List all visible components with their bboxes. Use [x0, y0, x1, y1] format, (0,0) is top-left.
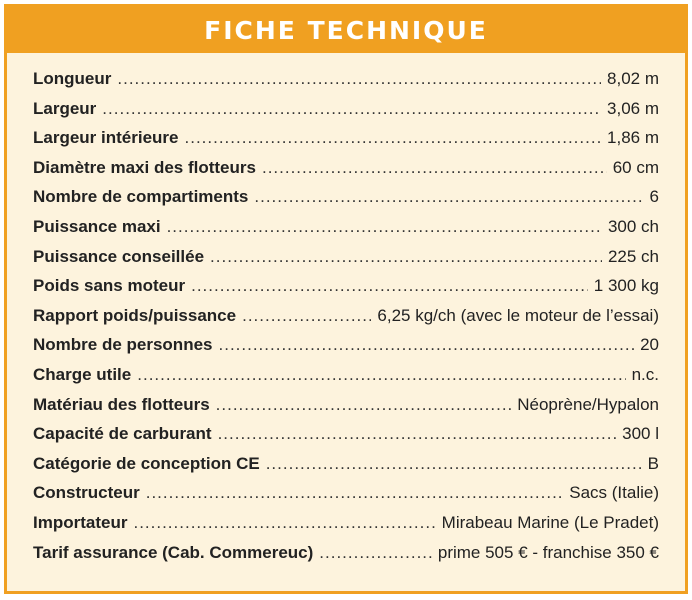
spec-row [33, 543, 659, 573]
dot-leader [218, 424, 617, 444]
spec-row [33, 395, 659, 425]
spec-row [33, 128, 659, 158]
spec-value: 1,86 m [607, 128, 659, 148]
dot-leader [210, 247, 602, 267]
spec-row [33, 513, 659, 543]
dot-leader [191, 276, 588, 296]
spec-sheet-card [4, 4, 688, 594]
dot-leader [254, 187, 643, 207]
spec-list [33, 69, 659, 572]
spec-row [33, 454, 659, 484]
dot-leader [219, 335, 635, 355]
dot-leader [146, 483, 564, 503]
spec-row [33, 276, 659, 306]
spec-value: 8,02 m [607, 69, 659, 88]
spec-label: Puissance conseillée [33, 246, 205, 266]
spec-value: Mirabeau Marine (Le Pradet) [441, 512, 659, 532]
spec-label: Constructeur [33, 483, 140, 503]
spec-value: 3,06 m [607, 98, 659, 118]
dot-leader [319, 543, 432, 563]
spec-label: Nombre de personnes [33, 335, 213, 355]
spec-value: 6 [649, 187, 659, 207]
spec-value: 20 [640, 335, 659, 355]
spec-value: 300 l [622, 424, 659, 444]
dot-leader [102, 99, 601, 119]
spec-label: Importateur [33, 512, 128, 532]
spec-value: 300 ch [607, 216, 659, 236]
spec-value: Sacs (Italie) [569, 483, 659, 503]
spec-label: Nombre de compartiments [33, 187, 249, 207]
spec-value: prime 505 € - franchise 350 € [437, 542, 659, 562]
spec-value: B [647, 453, 659, 473]
spec-row [33, 158, 659, 188]
spec-row [33, 99, 659, 129]
spec-value: n.c. [631, 364, 659, 384]
dot-leader [266, 454, 642, 474]
spec-label: Rapport poids/puissance [33, 305, 237, 325]
spec-row [33, 424, 659, 454]
spec-row [33, 483, 659, 513]
spec-value: 1 300 kg [593, 276, 659, 296]
spec-row [33, 69, 659, 99]
spec-label: Longueur [33, 69, 112, 88]
spec-row [33, 365, 659, 395]
spec-label: Catégorie de conception CE [33, 453, 260, 473]
spec-sheet-title: FICHE TECHNIQUE [204, 15, 488, 45]
spec-row [33, 335, 659, 365]
dot-leader [137, 365, 625, 385]
spec-value: 6,25 kg/ch (avec le moteur de l’essai) [377, 305, 659, 325]
spec-label: Tarif assurance (Cab. Commereuc) [33, 542, 314, 562]
spec-value: 225 ch [607, 246, 659, 266]
spec-label: Largeur [33, 98, 97, 118]
spec-label: Largeur intérieure [33, 128, 179, 148]
spec-label: Puissance maxi [33, 216, 161, 236]
spec-row [33, 187, 659, 217]
spec-label: Matériau des flotteurs [33, 394, 210, 414]
spec-value: Néoprène/Hypalon [517, 394, 659, 414]
dot-leader [117, 69, 601, 89]
spec-row [33, 247, 659, 277]
spec-row [33, 306, 659, 336]
spec-label: Charge utile [33, 364, 132, 384]
spec-row [33, 217, 659, 247]
spec-label: Diamètre maxi des flotteurs [33, 157, 256, 177]
dot-leader [185, 128, 602, 148]
spec-label: Poids sans moteur [33, 276, 186, 296]
dot-leader [262, 158, 607, 178]
dot-leader [242, 306, 371, 326]
spec-sheet-header [7, 7, 685, 53]
spec-value: 60 cm [612, 157, 659, 177]
dot-leader [167, 217, 602, 237]
dot-leader [216, 395, 512, 415]
spec-label: Capacité de carburant [33, 424, 212, 444]
dot-leader [133, 513, 435, 533]
